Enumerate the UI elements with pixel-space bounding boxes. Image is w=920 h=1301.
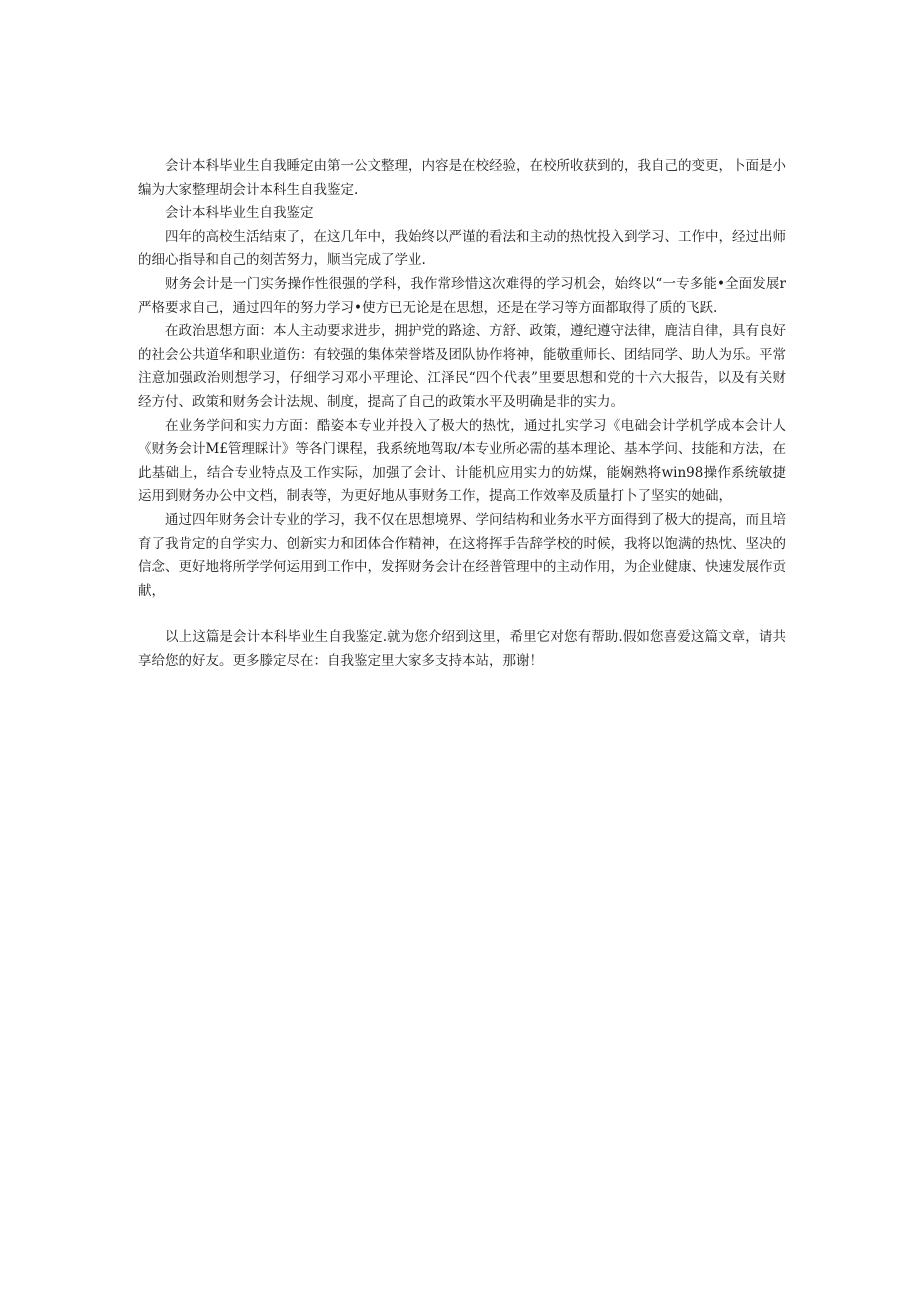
body-paragraph: 财务会计是一门实务操作性很强的学科，我作常珍惜这次难得的学习机会，始终以“一专多能•全面发展r严格要求自己，通过四年的努力学习•使方已无论是在思想，还是在学习等方面都取得了质的飞跃. xyxy=(138,275,786,316)
body-paragraph: 四年的高校生活结束了，在这几年中，我始终以严谨的看法和主动的热忱投入到学习、工作中，经过出师的细心指导和自己的刻苦努力，顺当完成了学业. xyxy=(138,228,786,269)
body-paragraph: 在业务学问和实力方面：酷姿本专业并投入了极大的热忱，通过扎实学习《电础会计学机学成本会计人《财务会计M£管理睬计》等各门课程，我系统地驾取/本专业所必需的基本理论、基本学问、技能和方法，在此基础上，结合专业特点及工作实际，加强了会计、计能机应用实力的妨煤，能娴熟将win98操作系统敏捷运用到财务办公中文档，制表等，为更好地从事财务工作，提高工作效率及质量打卜了坚实的她础， xyxy=(138,417,786,505)
paragraph-spacer xyxy=(138,603,786,626)
document-page xyxy=(138,155,786,673)
document-title: 会计本科毕业生自我鉴定 xyxy=(165,205,314,222)
body-paragraph: 在政治思想方面：本人主动要求进步，拥护党的路途、方舒、政策，遵纪遵守法律，鹿洁自律，具有良好的社会公共道华和职业道伤：有较强的集体荣誉塔及团队协作将神，能敬重师长、团结同学、助人为乐。平常注意加强政治则想学习，仔细学习邓小平理论、江泽民“四个代表”里要思想和党的十六大报告，以及有关财经方付、政策和财务会计法规、制度，提高了自己的政策水平及明确是非的实力。 xyxy=(138,323,786,410)
body-paragraph: 通过四年财务会计专业的学习，我不仅在思想境界、学问结构和业务水平方面得到了极大的提高，而且培育了我肯定的自学实力、创新实力和团体合作精神，在这将挥手告辞学校的时候，我将以饱满的热忱、坚决的信念、更好地将所学学何运用到工作中，发挥财务会计在经普管理中的主动作用，为企业健康、快速发展作贡献， xyxy=(138,511,786,599)
closing-paragraph: 以上这篇是会计本科毕业生自我鉴定.就为您介绍到这里，希里它对您有帮助.假如您喜爱这篇文章，请共享给您的好友。更多滕定尽在：自我鉴定里大家多支持本站，那谢！ xyxy=(138,629,786,669)
intro-paragraph: 会计本科毕业生自我睡定由第一公文整理，内容是在校经验，在校所收获到的，我自己的变更，卜面是小编为大家整理胡会计本科生自我鉴定. xyxy=(138,158,786,198)
